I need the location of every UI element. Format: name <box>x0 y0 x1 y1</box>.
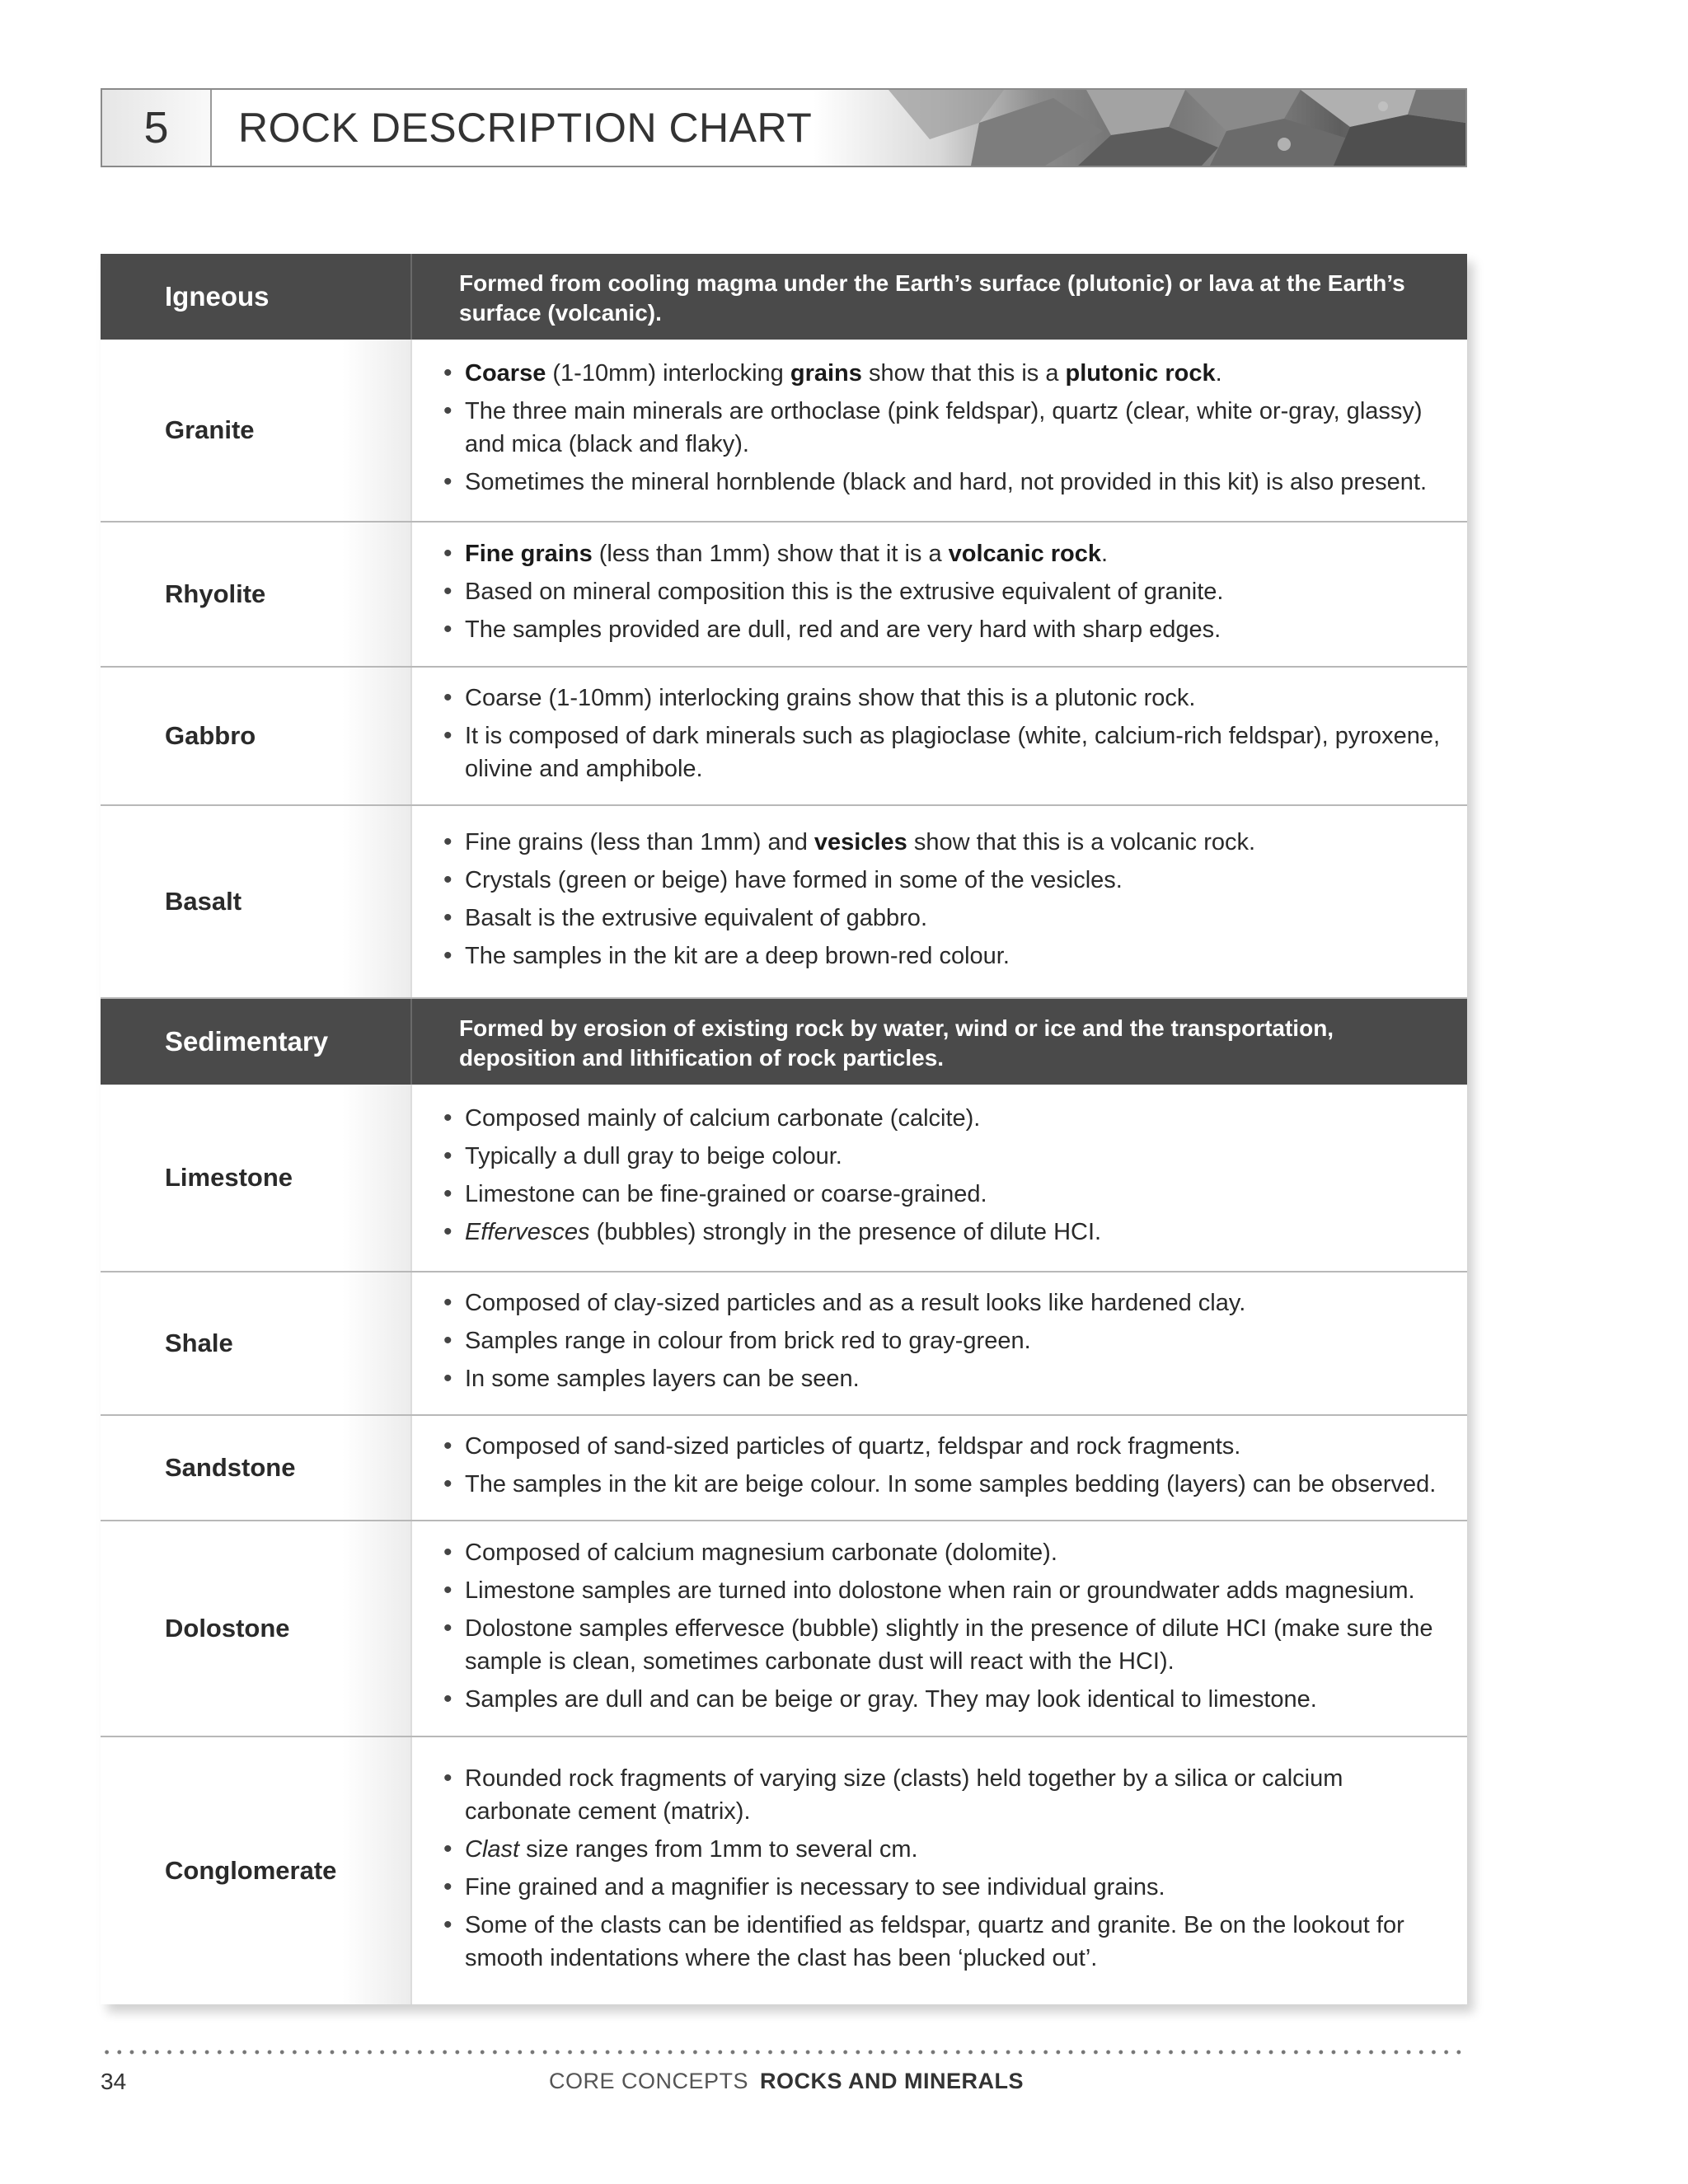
rock-row-granite <box>101 340 1467 523</box>
bullet-text: Sometimes the mineral hornblende (black and hard, not provided in this kit) is also present. <box>465 469 1428 495</box>
bullet-item <box>443 1216 1101 1249</box>
rock-name: Sandstone <box>101 1416 412 1520</box>
rock-name: Basalt <box>101 806 412 997</box>
bullet-text: Typically a dull gray to beige colour. <box>465 1143 842 1169</box>
bullet-item <box>443 1468 1436 1501</box>
bullet-text: Some of the clasts can be identified as feldspar, quartz and granite. Be on the lookout for smooth indentations where the clast has been ‘plucked out’. <box>465 1912 1404 1971</box>
bullet-item <box>443 1871 1442 1904</box>
bullet-item <box>443 1909 1442 1975</box>
bullet-item <box>443 537 1223 570</box>
rock-row-shale <box>101 1272 1467 1416</box>
bullet-list <box>443 826 1255 977</box>
rock-texture-image <box>839 90 1465 166</box>
section-name: Igneous <box>101 254 412 340</box>
bullet-item <box>443 1612 1442 1678</box>
rock-description <box>412 1521 1467 1736</box>
bullet-item <box>443 1140 1101 1173</box>
bullet-text: The samples provided are dull, red and are very hard with sharp edges. <box>465 616 1221 643</box>
bullet-list <box>443 682 1442 790</box>
bold-term: grains <box>790 360 862 387</box>
bullet-item <box>443 575 1223 608</box>
bullet-text: Composed mainly of calcium carbonate (calcite). <box>465 1105 981 1132</box>
rock-row-limestone <box>101 1085 1467 1272</box>
bullet-text: The samples in the kit are beige colour. In some samples bedding (layers) can be observed. <box>465 1471 1437 1497</box>
chapter-title: ROCK DESCRIPTION CHART <box>238 105 813 151</box>
bullet-text: Basalt is the extrusive equivalent of gabbro. <box>465 905 927 931</box>
bullet-text: Limestone can be fine-grained or coarse-grained. <box>465 1181 987 1207</box>
bold-term: plutonic rock <box>1065 360 1216 387</box>
bullet-text: Crystals (green or beige) have formed in some of the vesicles. <box>465 867 1123 893</box>
bullet-text: (bubbles) strongly in the presence of dilute HCI. <box>589 1219 1102 1245</box>
bullet-list <box>443 357 1442 504</box>
chapter-title-band <box>212 90 1465 166</box>
section-header-sedimentary <box>101 999 1467 1085</box>
bullet-item <box>443 1574 1442 1607</box>
bullet-item <box>443 1362 1245 1395</box>
bullet-text: Coarse (1-10mm) interlocking grains show that this is a plutonic rock. <box>465 685 1196 711</box>
bullet-text: The three main minerals are orthoclase (pink feldspar), quartz (clear, white or-gray, glassy) and mica (black and flaky). <box>465 398 1423 457</box>
page-number: 34 <box>101 2069 127 2094</box>
bullet-text: Dolostone samples effervesce (bubble) slightly in the presence of dilute HCI (make sure the sample is clean, sometimes carbonate dust will react with the HCI). <box>465 1615 1433 1675</box>
section-name: Sedimentary <box>101 999 412 1085</box>
bold-term: Fine grains <box>465 541 593 567</box>
footer-series: CORE CONCEPTS <box>549 2069 749 2093</box>
bullet-text: Samples range in colour from brick red to gray-green. <box>465 1328 1031 1354</box>
bold-term: Coarse <box>465 360 546 387</box>
bullet-text: show that this is a <box>861 360 1066 387</box>
section-header-igneous <box>101 254 1467 340</box>
bullet-text: It is composed of dark minerals such as plagioclase (white, calcium-rich feldspar), pyroxene, olivine and amphibole. <box>465 723 1441 782</box>
chapter-number: 5 <box>102 90 212 166</box>
bullet-text: Limestone samples are turned into dolostone when rain or groundwater adds magnesium. <box>465 1577 1415 1604</box>
rock-description <box>412 1737 1467 2004</box>
rock-name: Gabbro <box>101 668 412 804</box>
section-description: Formed by erosion of existing rock by water, wind or ice and the transportation, deposition and lithification of rock particles. <box>459 1015 1334 1071</box>
bullet-item <box>443 357 1442 390</box>
bullet-item <box>443 613 1223 646</box>
rock-description <box>412 1085 1467 1271</box>
rock-description <box>412 668 1467 804</box>
bullet-item <box>443 466 1442 499</box>
bullet-list <box>443 1286 1245 1400</box>
section-description: Formed from cooling magma under the Earth’s surface (plutonic) or lava at the Earth’s surface (volcanic). <box>459 270 1405 326</box>
bullet-text: In some samples layers can be seen. <box>465 1366 860 1392</box>
bullet-text: Composed of sand-sized particles of quartz, feldspar and rock fragments. <box>465 1433 1241 1460</box>
rock-name: Dolostone <box>101 1521 412 1736</box>
bullet-item <box>443 395 1442 461</box>
rock-name: Rhyolite <box>101 523 412 666</box>
footer-book-title: ROCKS AND MINERALS <box>760 2069 1025 2093</box>
rock-name: Limestone <box>101 1085 412 1271</box>
bullet-text: (1-10mm) interlocking <box>546 360 790 387</box>
bullet-item <box>443 1536 1442 1569</box>
bullet-text: The samples in the kit are a deep brown-red colour. <box>465 943 1010 969</box>
rock-row-basalt <box>101 806 1467 999</box>
bold-term: vesicles <box>814 829 907 855</box>
bullet-text: Fine grains (less than 1mm) and <box>465 829 814 855</box>
bullet-list <box>443 1762 1442 1980</box>
italic-term: Effervesces <box>465 1219 590 1245</box>
rock-row-sandstone <box>101 1416 1467 1521</box>
footer-divider <box>101 2050 1467 2055</box>
bullet-item <box>443 1762 1442 1828</box>
bullet-text: Composed of calcium magnesium carbonate (dolomite). <box>465 1540 1057 1566</box>
rock-name: Granite <box>101 340 412 521</box>
bullet-item <box>443 826 1255 859</box>
bullet-item <box>443 864 1255 897</box>
bullet-item <box>443 1286 1245 1319</box>
rock-row-conglomerate <box>101 1737 1467 2004</box>
bullet-item <box>443 902 1255 935</box>
running-footer <box>549 2069 1024 2094</box>
bullet-list <box>443 537 1223 651</box>
rock-description <box>412 340 1467 521</box>
rock-description <box>412 1416 1467 1520</box>
bullet-text: . <box>1215 360 1222 387</box>
rock-description <box>412 523 1467 666</box>
rock-name: Shale <box>101 1272 412 1414</box>
bullet-item <box>443 1833 1442 1866</box>
bullet-text: show that this is a volcanic rock. <box>907 829 1256 855</box>
rock-row-rhyolite <box>101 523 1467 668</box>
rock-description <box>412 1272 1467 1414</box>
bullet-text: Composed of clay-sized particles and as a result looks like hardened clay. <box>465 1290 1246 1316</box>
bullet-text: Samples are dull and can be beige or gray. They may look identical to limestone. <box>465 1686 1317 1713</box>
bullet-item <box>443 1430 1436 1463</box>
bullet-text: size ranges from 1mm to several cm. <box>519 1836 918 1863</box>
bullet-item <box>443 1178 1101 1211</box>
bullet-list <box>443 1102 1101 1254</box>
bullet-text: (less than 1mm) show that it is a <box>592 541 949 567</box>
bold-term: volcanic rock <box>948 541 1102 567</box>
rock-row-gabbro <box>101 668 1467 806</box>
bullet-list <box>443 1430 1436 1506</box>
chapter-header <box>101 88 1467 167</box>
bullet-item <box>443 1102 1101 1135</box>
bullet-item <box>443 682 1442 715</box>
bullet-item <box>443 719 1442 785</box>
bullet-item <box>443 1683 1442 1716</box>
italic-term: Clast <box>465 1836 520 1863</box>
bullet-item <box>443 940 1255 972</box>
bullet-text: Fine grained and a magnifier is necessary to see individual grains. <box>465 1874 1165 1900</box>
bullet-text: Rounded rock fragments of varying size (clasts) held together by a silica or calcium carbonate cement (matrix). <box>465 1765 1343 1825</box>
bullet-text: Based on mineral composition this is the extrusive equivalent of granite. <box>465 579 1224 605</box>
rock-row-dolostone <box>101 1521 1467 1737</box>
bullet-text: . <box>1101 541 1109 567</box>
rock-description-table <box>101 254 1467 2004</box>
rock-description <box>412 806 1467 997</box>
bullet-item <box>443 1324 1245 1357</box>
bullet-list <box>443 1536 1442 1721</box>
rock-name: Conglomerate <box>101 1737 412 2004</box>
